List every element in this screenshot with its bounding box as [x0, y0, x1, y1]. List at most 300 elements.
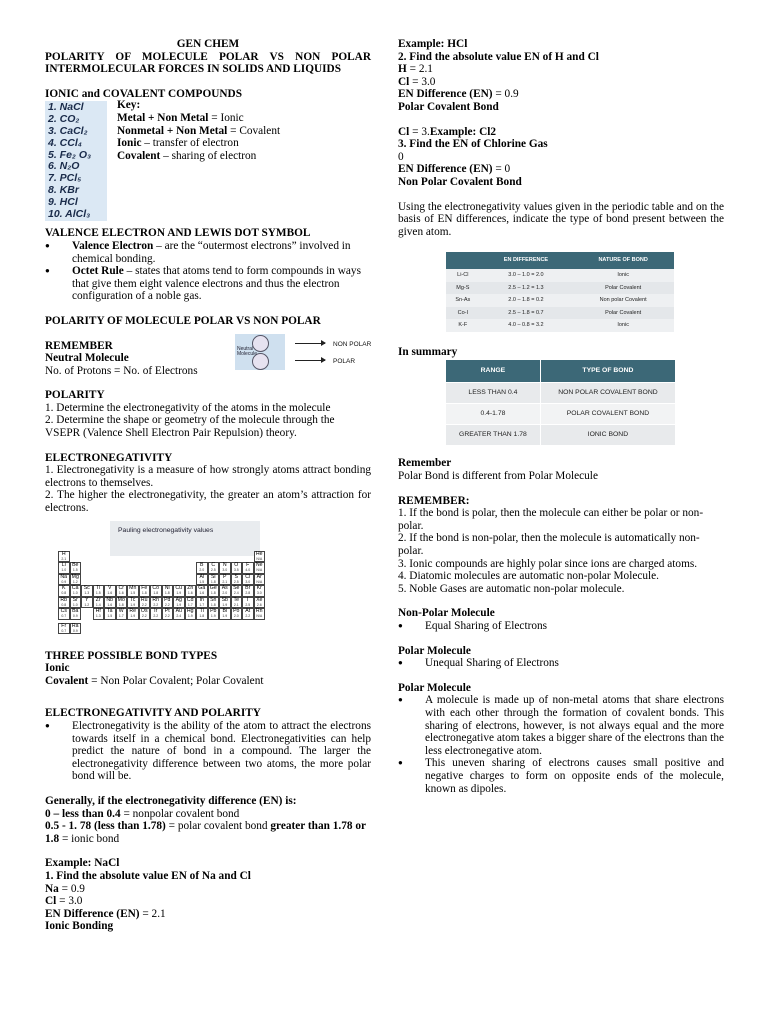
- compound-item: 2. CO₂: [48, 113, 80, 126]
- en-point: 2. The higher the electronegativity, the greater an atom’s attraction for electrons.: [45, 489, 371, 515]
- element-cell-Cd: [185, 597, 197, 609]
- element-symbol: Ti: [96, 585, 101, 592]
- element-symbol: Ar: [256, 573, 262, 580]
- table-cell: 0.4-1.78: [446, 404, 540, 425]
- element-en-value: 1.5: [130, 591, 136, 596]
- element-cell-Ge: [208, 585, 220, 597]
- compound-item: 9. HCl: [48, 195, 78, 208]
- nonpolar-label: NON POLAR: [333, 340, 372, 348]
- compounds-and-key: [45, 101, 371, 221]
- nonpolar-molecule-list: [398, 620, 724, 633]
- summary-table: [446, 360, 675, 445]
- element-symbol: Hg: [186, 608, 194, 615]
- element-cell-Rh: [150, 597, 162, 609]
- table-cell: Li-Cl: [446, 269, 480, 282]
- element-cell-O: [231, 562, 243, 574]
- element-symbol: As: [221, 585, 228, 592]
- key-line: [117, 137, 280, 150]
- element-cell-Y: [81, 597, 93, 609]
- element-cell-At: [242, 608, 254, 620]
- element-en-value: 1.9: [222, 602, 228, 607]
- element-cell-Hg: [185, 608, 197, 620]
- example-step: 1. Find the absolute value EN of Na and Cl: [45, 869, 251, 882]
- element-symbol: N: [222, 562, 227, 569]
- table-cell: GREATER THAN 1.78: [446, 425, 540, 446]
- element-symbol: Fr: [61, 622, 67, 629]
- element-cell-F: [242, 562, 254, 574]
- polar-molecule-heading: Polar Molecule: [398, 644, 471, 657]
- element-cell-Re: [127, 608, 139, 620]
- element-cell-Mn: [127, 585, 139, 597]
- element-cell-Sc: [81, 585, 93, 597]
- element-en-value: 3.0: [222, 568, 228, 573]
- polar-molecule-list: [398, 657, 724, 670]
- element-cell-I: [242, 597, 254, 609]
- example-hcl-heading: Example: HCl: [398, 38, 468, 50]
- element-cell-P: [219, 574, 231, 586]
- compound-item: 6. N₂O: [48, 160, 80, 173]
- element-en-value: 2.2: [141, 614, 147, 619]
- bond-type-covalent: [45, 675, 371, 688]
- range: greater than 1.78 or 1.8: [45, 820, 366, 845]
- table-header: TYPE OF BOND: [540, 360, 675, 383]
- element-en-value: 0.8: [61, 602, 67, 607]
- example-step: 2. Find the absolute value EN of H and Cl: [398, 50, 599, 63]
- left-column: [45, 38, 371, 933]
- element-symbol: Co: [152, 585, 160, 592]
- en-polarity-heading: ELECTRONEGATIVITY AND POLARITY: [45, 707, 261, 720]
- definition: – are the “outermost electrons” involved in chemical bonding.: [72, 239, 351, 265]
- element-en-value: 0.9: [72, 614, 78, 619]
- element-cell-Pb: [208, 608, 220, 620]
- label: EN Difference (EN): [398, 88, 493, 101]
- element-en-value: 2.2: [245, 614, 251, 619]
- element-en-value: 1.8: [164, 591, 170, 596]
- element-symbol: Cs: [60, 608, 67, 615]
- element-symbol: Po: [233, 608, 240, 615]
- en-point: 1. Electronegativity is a measure of how strongly atoms attract bonding electrons to themselves.: [45, 464, 371, 489]
- element-symbol: Zn: [187, 585, 194, 592]
- value: = 3.: [409, 125, 430, 138]
- bond-type: = nonpolar covalent bond: [120, 807, 240, 820]
- polar-label: POLAR: [333, 357, 356, 365]
- en-value: [398, 63, 724, 76]
- table-cell: LESS THAN 0.4: [446, 383, 540, 404]
- key-term: Ionic: [117, 137, 142, 150]
- element-symbol: At: [245, 608, 251, 615]
- key-line: [117, 112, 280, 125]
- element-en-value: 1.8: [199, 614, 205, 619]
- element-cell-Co: [150, 585, 162, 597]
- value: = 3.0: [409, 75, 436, 88]
- element-cell-Ta: [104, 608, 116, 620]
- term: Covalent: [45, 674, 89, 687]
- compound-list: [45, 101, 107, 221]
- key-line: [117, 150, 280, 163]
- element-cell-Ni: [162, 585, 174, 597]
- key-term: Nonmetal + Non Metal: [117, 124, 228, 137]
- element-symbol: F: [246, 562, 250, 569]
- element-cell-Fe: [139, 585, 151, 597]
- element-symbol: W: [118, 608, 124, 615]
- element-cell-C: [208, 562, 220, 574]
- element-en-value: 1.7: [187, 602, 193, 607]
- element-en-value: 1.0: [72, 591, 78, 596]
- arrow-icon: [295, 343, 325, 344]
- remember-item: 2. If the bond is non-polar, then the molecule is automatically non-polar.: [398, 532, 700, 558]
- element-cell-Ba: [70, 608, 82, 620]
- element-en-value: 1.6: [107, 591, 113, 596]
- element-cell-Sb: [219, 597, 231, 609]
- en-difference-table: [446, 252, 674, 332]
- element-cell-Al: [196, 574, 208, 586]
- electronegativity-heading: ELECTRONEGATIVITY: [45, 451, 173, 464]
- table-cell: 3.0 – 1.0 = 2.0: [480, 269, 573, 282]
- element-en-value: 1.8: [210, 591, 216, 596]
- element-symbol: Xe: [256, 596, 263, 603]
- element-cell-Zr: [93, 597, 105, 609]
- table-cell: Mg-S: [446, 282, 480, 295]
- element-symbol: Tl: [199, 608, 204, 615]
- element-en-value: 2.4: [176, 614, 182, 619]
- element-en-value: 0.9: [61, 579, 67, 584]
- element-en-value: 2.6: [256, 602, 262, 607]
- element-cell-Pt: [162, 608, 174, 620]
- element-cell-Sn: [208, 597, 220, 609]
- element-en-value: 1.6: [199, 591, 205, 596]
- element-cell-Br: [242, 585, 254, 597]
- element-symbol: Au: [175, 608, 182, 615]
- table-header: RANGE: [446, 360, 540, 383]
- element-en-value: N/A: [256, 556, 263, 561]
- section-ionic-covalent-heading: IONIC and COVALENT COMPOUNDS: [45, 87, 242, 100]
- right-column: [398, 38, 724, 795]
- table-header: [446, 252, 480, 269]
- key-def: – transfer of electron: [141, 137, 239, 150]
- element-cell-S: [231, 574, 243, 586]
- table-cell: POLAR COVALENT BOND: [540, 404, 675, 425]
- element-en-value: 1.8: [153, 591, 159, 596]
- element-symbol: V: [108, 585, 112, 592]
- element-cell-Hf: [93, 608, 105, 620]
- element-en-value: 1.9: [222, 614, 228, 619]
- general-rule: [45, 808, 371, 821]
- element-en-value: 1.3: [95, 614, 101, 619]
- value: = 2.1: [406, 63, 433, 76]
- element-cell-Be: [70, 562, 82, 574]
- element-en-value: 4.0: [245, 568, 251, 573]
- element-symbol: Na: [60, 573, 68, 580]
- definition: = Non Polar Covalent; Polar Covalent: [88, 674, 264, 687]
- result-ionic: Ionic Bonding: [45, 920, 114, 933]
- element-en-value: 3.0: [245, 579, 251, 584]
- element-cell-Na: [58, 574, 70, 586]
- neutral-molecule-figure: [235, 334, 375, 372]
- element-cell-Rn: [254, 608, 266, 620]
- element-en-value: 1.9: [176, 591, 182, 596]
- element-en-value: 2.0: [222, 591, 228, 596]
- periodic-table-caption: Pauling electronegativity values: [118, 526, 214, 534]
- table-row: [446, 383, 675, 404]
- table-row: [446, 294, 674, 307]
- element-en-value: 1.5: [107, 614, 113, 619]
- compound-item: 3. CaCl₂: [48, 124, 88, 137]
- key-def: = Covalent: [227, 124, 281, 137]
- general-heading: Generally, if the electronegativity difference (EN) is:: [45, 794, 297, 807]
- element-en-value: 1.8: [210, 602, 216, 607]
- element-symbol: Os: [140, 608, 148, 615]
- key-line: [117, 125, 280, 138]
- element-en-value: 2.2: [164, 602, 170, 607]
- element-en-value: 1.8: [141, 591, 147, 596]
- element-cell-Ar: [254, 574, 266, 586]
- table-cell: Polar Covalent: [572, 282, 674, 295]
- element-cell-Cr: [116, 585, 128, 597]
- bond-type-ionic: Ionic: [45, 662, 70, 675]
- element-symbol: Sb: [221, 596, 228, 603]
- element-cell-Ru: [139, 597, 151, 609]
- compound-item: 5. Fe₂ O₃: [48, 148, 92, 161]
- table-header-row: [446, 360, 675, 383]
- element-symbol: Nb: [106, 596, 114, 603]
- element-symbol: H: [61, 550, 66, 557]
- table-row: [446, 404, 675, 425]
- element-en-value: 2.0: [233, 614, 239, 619]
- label: EN Difference (EN): [398, 163, 493, 176]
- element-en-value: 2.5: [210, 568, 216, 573]
- polar-molecule-detail-list: [398, 694, 724, 795]
- element-symbol: Ir: [154, 608, 158, 615]
- element-en-value: 0.7: [61, 628, 67, 633]
- table-row: [446, 282, 674, 295]
- polarity-step: 2. Determine the shape or geometry of the molecule through the VSEPR (Valence Shell Electron Pair Repulsion) theory.: [45, 414, 335, 440]
- element-symbol: Cl: [245, 573, 251, 580]
- element-symbol: Ba: [72, 608, 79, 615]
- definition: – states that atoms tend to form compounds in ways that give them eight valence electrons and thus the electron configuration of a noble gas.: [72, 265, 361, 303]
- element-en-value: 2.0: [199, 568, 205, 573]
- key-term: Metal + Non Metal: [117, 111, 209, 124]
- molecule-box-label: Neutral Molecule: [237, 345, 258, 357]
- element-en-value: 2.2: [153, 614, 159, 619]
- main-heading: POLARITY OF MOLECULE POLAR VS NON POLAR INTERMOLECULAR FORCES IN SOLIDS AND LIQUIDS: [45, 50, 371, 76]
- element-en-value: 1.0: [72, 602, 78, 607]
- range: 0.5 - 1. 78 (less than 1.78): [45, 820, 166, 833]
- element-en-value: 1.8: [118, 602, 124, 607]
- element-symbol: Sc: [83, 585, 90, 592]
- label: EN Difference (EN): [45, 907, 140, 920]
- element-en-value: 1.3: [84, 591, 90, 596]
- element-cell-Ti: [93, 585, 105, 597]
- en-difference: [398, 88, 724, 101]
- valence-list: [45, 240, 371, 303]
- key-def: – sharing of electron: [160, 149, 257, 162]
- remember-text: Polar Bond is different from Polar Molecule: [398, 470, 598, 483]
- result-polar-covalent: Polar Covalent Bond: [398, 100, 499, 113]
- valence-heading: VALENCE ELECTRON AND LEWIS DOT SYMBOL: [45, 227, 311, 240]
- element-en-value: 1.5: [95, 591, 101, 596]
- element-symbol: Ag: [175, 596, 182, 603]
- element-symbol: Cr: [118, 585, 124, 592]
- element-symbol: Re: [129, 608, 137, 615]
- element-cell-As: [219, 585, 231, 597]
- element-symbol: He: [255, 550, 263, 557]
- nonpolar-molecule-heading: Non-Polar Molecule: [398, 607, 495, 620]
- element-symbol: Rh: [152, 596, 160, 603]
- element: Na: [45, 882, 59, 895]
- element-en-value: 1.2: [84, 602, 90, 607]
- element-en-value: N/A: [256, 568, 263, 573]
- en-polarity-list: [45, 720, 371, 783]
- key-label: Key:: [117, 99, 141, 112]
- element-en-value: 2.4: [233, 591, 239, 596]
- element-cell-Fr: [58, 623, 70, 635]
- bond-types-heading: THREE POSSIBLE BOND TYPES: [45, 649, 218, 662]
- polar-molecule-detail-heading: Polar Molecule: [398, 681, 471, 694]
- element-en-value: 3.5: [233, 568, 239, 573]
- element-symbol: Si: [210, 573, 216, 580]
- element-symbol: Cu: [175, 585, 183, 592]
- element-symbol: Cd: [186, 596, 194, 603]
- list-item: ● Unequal Sharing of Electrons: [398, 657, 724, 670]
- list-item: ● This uneven sharing of electrons causes small positive and negative charges to form on opposite ends of the molecule, known as dipoles.: [398, 757, 724, 795]
- element-symbol: C: [211, 562, 216, 569]
- value: = 0.9: [492, 88, 519, 101]
- element-en-value: 1.5: [72, 568, 78, 573]
- bond-type: = polar covalent bond: [165, 820, 271, 833]
- element: Cl: [398, 75, 410, 88]
- table-cell: Ionic: [572, 269, 674, 282]
- element-symbol: Ne: [255, 562, 263, 569]
- element-symbol: Br: [245, 585, 251, 592]
- example-cl2-heading: Example: Cl2: [429, 125, 497, 138]
- compound-item: 7. PCl₅: [48, 172, 82, 185]
- element-cell-Sr: [70, 597, 82, 609]
- term: Valence Electron: [72, 239, 154, 252]
- element-symbol: Mn: [129, 585, 137, 592]
- element-cell-Nb: [104, 597, 116, 609]
- element-en-value: 2.2: [153, 602, 159, 607]
- remember-block: [45, 340, 371, 378]
- element-en-value: 1.9: [130, 614, 136, 619]
- element-symbol: Ga: [198, 585, 206, 592]
- en-value: [398, 76, 724, 89]
- element-symbol: Y: [85, 596, 89, 603]
- doc-title: GEN CHEM: [176, 38, 240, 50]
- element-cell-Si: [208, 574, 220, 586]
- remember-item: 4. Diatomic molecules are automatic non-polar Molecule.: [398, 570, 659, 583]
- element-en-value: 1.9: [210, 614, 216, 619]
- element-symbol: Sr: [72, 596, 78, 603]
- compound-item: 8. KBr: [48, 183, 79, 196]
- neutral-molecule-text: No. of Protons = No. of Electrons: [45, 364, 198, 377]
- element: Cl: [398, 125, 410, 138]
- remember-item: 3. Ionic compounds are highly polar since ions are charged atoms.: [398, 557, 698, 570]
- element-en-value: 1.4: [95, 602, 101, 607]
- en-difference: [398, 163, 724, 176]
- element-symbol: Li: [61, 562, 66, 569]
- table-cell: K-F: [446, 319, 480, 332]
- element-cell-W: [116, 608, 128, 620]
- element-en-value: 0.9: [72, 628, 78, 633]
- element-cell-Ra: [70, 623, 82, 635]
- element-symbol: Se: [233, 585, 240, 592]
- element-en-value: 2.1: [61, 556, 67, 561]
- element-symbol: Pt: [164, 608, 170, 615]
- en-polarity-item: ● Electronegativity is the ability of the atom to attract the electrons towards itself in a chemical bond. Electronegativities can help predict the nature of bond in a compound. The larger the electronegativity difference between two atoms, the more polar bond will be.: [45, 720, 371, 783]
- element-symbol: Sn: [210, 596, 217, 603]
- compound-item: 4. CCl₄: [48, 136, 82, 149]
- molecule-box: [235, 334, 285, 370]
- element-cell-Cs: [58, 608, 70, 620]
- element-en-value: 0.7: [61, 614, 67, 619]
- element-symbol: Pb: [210, 608, 217, 615]
- element-symbol: Ca: [71, 585, 79, 592]
- table-row: [446, 269, 674, 282]
- zero-value: 0: [398, 150, 404, 163]
- element-symbol: Hf: [95, 608, 101, 615]
- polarity-heading: POLARITY OF MOLECULE POLAR VS NON POLAR: [45, 314, 321, 327]
- cl2-line: [398, 126, 724, 139]
- table-cell: Polar Covalent: [572, 307, 674, 320]
- remember-heading: REMEMBER: [45, 339, 113, 352]
- table-cell: 2.5 – 1.8 = 0.7: [480, 307, 573, 320]
- table-cell: Ionic: [572, 319, 674, 332]
- result-nonpolar-covalent: Non Polar Covalent Bond: [398, 175, 522, 188]
- table-cell: IONIC BOND: [540, 425, 675, 446]
- element-symbol: Tc: [130, 596, 136, 603]
- element-cell-K: [58, 585, 70, 597]
- element-cell-Zn: [185, 585, 197, 597]
- example-nacl-heading: Example: NaCl: [45, 857, 120, 870]
- element-cell-B: [196, 562, 208, 574]
- element-symbol: Mo: [117, 596, 125, 603]
- term: Octet Rule: [72, 265, 124, 278]
- element-symbol: In: [199, 596, 204, 603]
- table-row: [446, 307, 674, 320]
- element-symbol: I: [247, 596, 249, 603]
- compound-item: 1. NaCl: [48, 101, 84, 114]
- element-en-value: 2.5: [233, 579, 239, 584]
- element-cell-Au: [173, 608, 185, 620]
- element-en-value: 2.1: [222, 579, 228, 584]
- element-en-value: 2.1: [233, 602, 239, 607]
- element-en-value: 2.2: [164, 614, 170, 619]
- remember-label: Remember: [398, 457, 452, 470]
- en-difference: [45, 908, 371, 921]
- element-en-value: 1.6: [187, 591, 193, 596]
- table-cell: Co-I: [446, 307, 480, 320]
- element-cell-H: [58, 551, 70, 563]
- element: Cl: [45, 895, 57, 908]
- element-cell-Cl: [242, 574, 254, 586]
- element-symbol: Ta: [107, 608, 113, 615]
- element-cell-Ca: [70, 585, 82, 597]
- element-cell-Ga: [196, 585, 208, 597]
- element-cell-Os: [139, 608, 151, 620]
- octet-item: [45, 265, 371, 303]
- element-symbol: Zr: [95, 596, 101, 603]
- element-cell-Cu: [173, 585, 185, 597]
- arrow-icon: [295, 360, 325, 361]
- table-header: EN DIFFERENCE: [480, 252, 573, 269]
- compound-item: 10. AlCl₃: [48, 207, 91, 220]
- element-cell-Se: [231, 585, 243, 597]
- element-en-value: 1.9: [187, 614, 193, 619]
- element-symbol: Al: [199, 573, 205, 580]
- element-en-value: 3.0: [256, 591, 262, 596]
- element-symbol: Te: [233, 596, 239, 603]
- element-symbol: Rb: [60, 596, 68, 603]
